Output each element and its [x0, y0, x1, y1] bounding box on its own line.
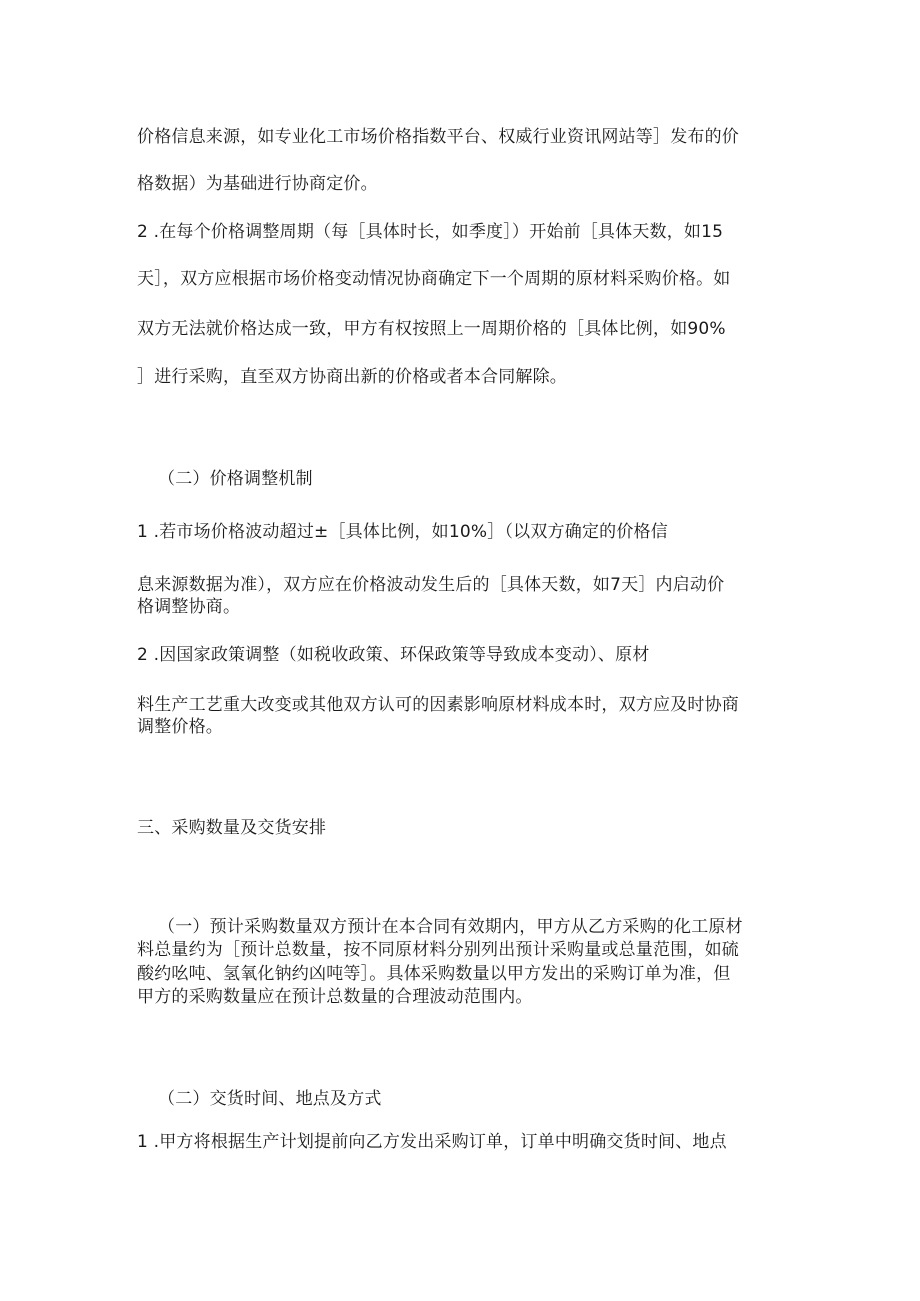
text-line: 息来源数据为准），双方应在价格波动发生后的［具体天数，如7天］内启动价	[137, 575, 725, 595]
text-line: （一）预计采购数量双方预计在本合同有效期内，甲方从乙方采购的化工原材	[158, 917, 743, 937]
text-line: 价格信息来源，如专业化工市场价格指数平台、权威行业资讯网站等］发布的价	[137, 127, 739, 147]
text-line: 2 .在每个价格调整周期（每［具体时长，如季度］）开始前［具体天数，如15	[137, 222, 724, 242]
text-line: 1 .甲方将根据生产计划提前向乙方发出采购订单，订单中明确交货时间、地点	[137, 1132, 727, 1152]
text-line: 甲方的采购数量应在预计总数量的合理波动范围内。	[137, 987, 533, 1007]
section-heading: （二）价格调整机制	[158, 469, 313, 489]
text-line: 2 .因国家政策调整（如税收政策、环保政策等导致成本变动）、原材	[137, 645, 650, 665]
text-line: 格调整协商。	[137, 597, 241, 617]
section-heading: （二）交货时间、地点及方式	[158, 1089, 382, 1109]
text-line: 格数据）为基础进行协商定价。	[137, 174, 378, 194]
text-line: 料生产工艺重大改变或其他双方认可的因素影响原材料成本时，双方应及时协商	[137, 695, 739, 715]
text-line: 料总量约为［预计总数量，按不同原材料分别列出预计采购量或总量范围，如硫	[137, 940, 739, 960]
text-line: ］进行采购，直至双方协商出新的价格或者本合同解除。	[137, 367, 567, 387]
chapter-heading: 三、采购数量及交货安排	[137, 818, 327, 838]
text-line: 酸约吆吨、氢氧化钠约凶吨等］。具体采购数量以甲方发出的采购订单为准，但	[137, 964, 731, 984]
text-line: 天］，双方应根据市场价格变动情况协商确定下一个周期的原材料采购价格。如	[137, 269, 731, 289]
text-line: 1 .若市场价格波动超过±［具体比例，如10%］（以双方确定的价格信	[137, 522, 668, 542]
text-line: 调整价格。	[137, 717, 223, 737]
text-line: 双方无法就价格达成一致，甲方有权按照上一周期价格的［具体比例，如90%	[137, 319, 726, 339]
